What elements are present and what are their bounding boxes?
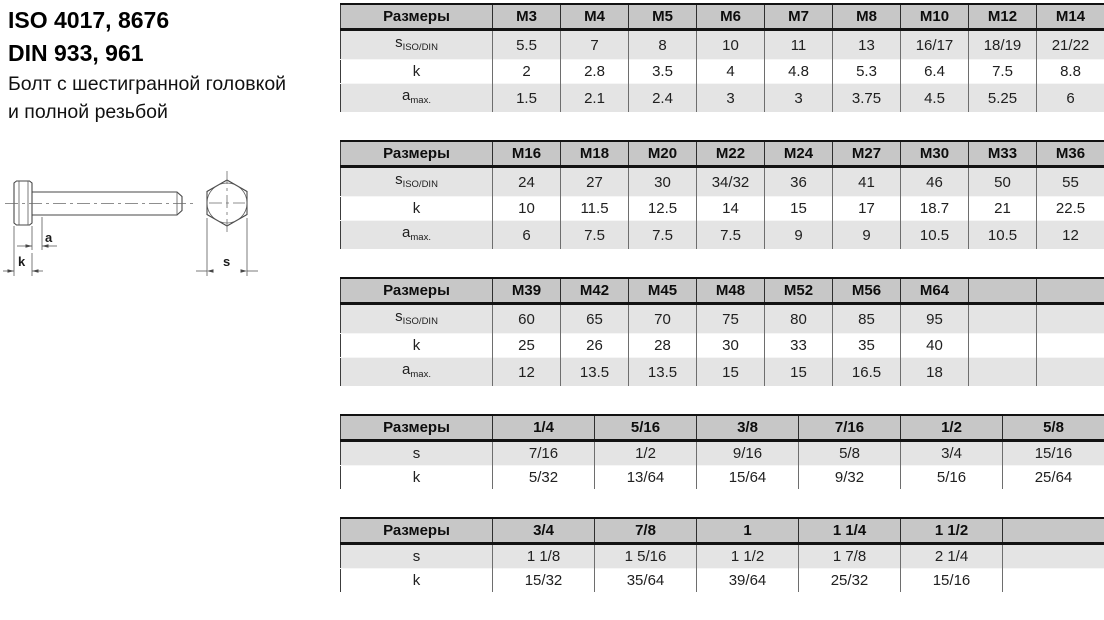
value-cell: 18 — [901, 358, 969, 387]
table-row — [341, 466, 1104, 490]
dimension-table-3 — [340, 277, 1104, 386]
dimension-symbol: k — [413, 200, 421, 217]
column-header: 3/8 — [697, 415, 799, 441]
table-row — [341, 569, 1104, 593]
row-label-a — [341, 84, 493, 113]
value-cell: 75 — [697, 304, 765, 334]
column-header: M7 — [765, 4, 833, 30]
column-header: M10 — [901, 4, 969, 30]
column-header: M36 — [1037, 141, 1104, 167]
value-cell: 1 5/16 — [595, 544, 697, 569]
column-header: M64 — [901, 278, 969, 304]
value-cell: 13.5 — [561, 358, 629, 387]
value-cell: 3 — [765, 84, 833, 113]
bolt-side-view — [3, 181, 196, 276]
column-header: M33 — [969, 141, 1037, 167]
value-cell: 80 — [765, 304, 833, 334]
value-cell: 1/2 — [595, 441, 697, 466]
dimension-subscript: max. — [410, 232, 431, 243]
column-header: M14 — [1037, 4, 1104, 30]
row-label-k — [341, 569, 493, 593]
dimension-table-5 — [340, 517, 1104, 592]
value-cell: 41 — [833, 167, 901, 197]
table-corner-label: Размеры — [341, 141, 493, 167]
column-header: 1 1/4 — [799, 518, 901, 544]
value-cell: 5.3 — [833, 60, 901, 84]
value-cell: 10 — [493, 197, 561, 221]
value-cell: 33 — [765, 334, 833, 358]
value-cell: 4.8 — [765, 60, 833, 84]
value-cell: 7.5 — [629, 221, 697, 250]
value-cell: 12 — [493, 358, 561, 387]
dimension-subscript: ISO/DIN — [403, 316, 438, 327]
row-label-a — [341, 358, 493, 387]
table-corner-label: Размеры — [341, 518, 493, 544]
value-cell — [969, 358, 1037, 387]
value-cell: 14 — [697, 197, 765, 221]
value-cell: 40 — [901, 334, 969, 358]
column-header: M52 — [765, 278, 833, 304]
value-cell: 2.1 — [561, 84, 629, 113]
value-cell: 1 1/2 — [697, 544, 799, 569]
value-cell: 17 — [833, 197, 901, 221]
value-cell: 7.5 — [697, 221, 765, 250]
table-row — [341, 441, 1104, 466]
value-cell: 70 — [629, 304, 697, 334]
row-label-k — [341, 60, 493, 84]
column-header: M22 — [697, 141, 765, 167]
value-cell: 2.8 — [561, 60, 629, 84]
value-cell: 95 — [901, 304, 969, 334]
dimension-table-2 — [340, 140, 1104, 249]
table-row — [341, 60, 1104, 84]
value-cell: 5/32 — [493, 466, 595, 490]
description-line-1: Болт с шестигранной головкой — [8, 70, 286, 98]
table-row — [341, 84, 1104, 113]
column-header: M18 — [561, 141, 629, 167]
value-cell: 65 — [561, 304, 629, 334]
value-cell: 15/32 — [493, 569, 595, 593]
value-cell: 27 — [561, 167, 629, 197]
value-cell: 50 — [969, 167, 1037, 197]
table-row — [341, 544, 1104, 569]
value-cell: 6 — [1037, 84, 1104, 113]
standard-iso: ISO 4017, 8676 — [8, 4, 286, 37]
dimension-subscript: max. — [410, 369, 431, 380]
value-cell: 21 — [969, 197, 1037, 221]
row-label-s — [341, 304, 493, 334]
dimension-subscript: ISO/DIN — [403, 179, 438, 190]
value-cell: 6 — [493, 221, 561, 250]
value-cell: 3.5 — [629, 60, 697, 84]
column-header: M12 — [969, 4, 1037, 30]
value-cell: 4 — [697, 60, 765, 84]
value-cell: 2 — [493, 60, 561, 84]
value-cell: 9 — [765, 221, 833, 250]
column-header: M6 — [697, 4, 765, 30]
table-corner-label: Размеры — [341, 415, 493, 441]
value-cell: 25/32 — [799, 569, 901, 593]
value-cell — [969, 334, 1037, 358]
column-header: M5 — [629, 4, 697, 30]
column-header: 1 1/2 — [901, 518, 1003, 544]
value-cell: 24 — [493, 167, 561, 197]
value-cell: 60 — [493, 304, 561, 334]
value-cell: 5.25 — [969, 84, 1037, 113]
value-cell: 15/16 — [901, 569, 1003, 593]
value-cell: 9 — [833, 221, 901, 250]
value-cell: 10 — [697, 30, 765, 60]
dimension-symbol: a — [402, 361, 410, 378]
column-header: M56 — [833, 278, 901, 304]
row-label-k — [341, 334, 493, 358]
value-cell: 3 — [697, 84, 765, 113]
value-cell: 13.5 — [629, 358, 697, 387]
value-cell: 46 — [901, 167, 969, 197]
value-cell — [1003, 544, 1104, 569]
value-cell: 35 — [833, 334, 901, 358]
column-header: M8 — [833, 4, 901, 30]
column-header: 5/16 — [595, 415, 697, 441]
value-cell: 16.5 — [833, 358, 901, 387]
value-cell: 36 — [765, 167, 833, 197]
dimension-symbol: k — [413, 469, 421, 486]
row-label-k — [341, 466, 493, 490]
dimension-table-1 — [340, 3, 1104, 112]
value-cell: 25/64 — [1003, 466, 1104, 490]
table-row — [341, 334, 1104, 358]
value-cell: 15 — [765, 358, 833, 387]
value-cell: 7 — [561, 30, 629, 60]
value-cell: 7/16 — [493, 441, 595, 466]
column-header: 3/4 — [493, 518, 595, 544]
dimension-symbol: a — [402, 87, 410, 104]
value-cell: 28 — [629, 334, 697, 358]
value-cell: 3/4 — [901, 441, 1003, 466]
value-cell: 18.7 — [901, 197, 969, 221]
value-cell: 9/16 — [697, 441, 799, 466]
value-cell: 35/64 — [595, 569, 697, 593]
value-cell: 11 — [765, 30, 833, 60]
value-cell: 12 — [1037, 221, 1104, 250]
dim-label-k: k — [18, 254, 26, 269]
value-cell: 5/8 — [799, 441, 901, 466]
value-cell: 1 1/8 — [493, 544, 595, 569]
dimension-subscript: max. — [410, 95, 431, 106]
value-cell — [1003, 569, 1104, 593]
table-corner-label: Размеры — [341, 278, 493, 304]
value-cell: 15 — [697, 358, 765, 387]
value-cell: 10.5 — [901, 221, 969, 250]
table-row — [341, 167, 1104, 197]
column-header: 7/8 — [595, 518, 697, 544]
row-label-k — [341, 197, 493, 221]
value-cell: 9/32 — [799, 466, 901, 490]
dimension-table-4 — [340, 414, 1104, 489]
value-cell — [1037, 334, 1104, 358]
dimension-tables — [340, 3, 1104, 620]
value-cell: 7.5 — [969, 60, 1037, 84]
value-cell: 85 — [833, 304, 901, 334]
column-header: 1/4 — [493, 415, 595, 441]
value-cell: 18/19 — [969, 30, 1037, 60]
value-cell: 13/64 — [595, 466, 697, 490]
column-header: 1 — [697, 518, 799, 544]
column-header: M4 — [561, 4, 629, 30]
value-cell: 15/64 — [697, 466, 799, 490]
value-cell: 55 — [1037, 167, 1104, 197]
value-cell: 13 — [833, 30, 901, 60]
column-header: M16 — [493, 141, 561, 167]
value-cell: 2.4 — [629, 84, 697, 113]
value-cell: 4.5 — [901, 84, 969, 113]
column-header — [1037, 278, 1104, 304]
row-label-s — [341, 544, 493, 569]
table-row — [341, 30, 1104, 60]
row-label-s — [341, 441, 493, 466]
column-header — [969, 278, 1037, 304]
value-cell: 8 — [629, 30, 697, 60]
dimension-subscript: ISO/DIN — [403, 42, 438, 53]
value-cell: 5/16 — [901, 466, 1003, 490]
column-header: 1/2 — [901, 415, 1003, 441]
column-header: M3 — [493, 4, 561, 30]
value-cell: 15 — [765, 197, 833, 221]
dimension-symbol: s — [395, 34, 403, 51]
column-header: 7/16 — [799, 415, 901, 441]
value-cell: 25 — [493, 334, 561, 358]
dimension-symbol: k — [413, 572, 421, 589]
column-header: M45 — [629, 278, 697, 304]
value-cell: 5.5 — [493, 30, 561, 60]
bolt-diagram — [0, 166, 290, 301]
value-cell: 15/16 — [1003, 441, 1104, 466]
value-cell — [1037, 358, 1104, 387]
column-header: M39 — [493, 278, 561, 304]
value-cell: 7.5 — [561, 221, 629, 250]
dimension-symbol: s — [395, 171, 403, 188]
column-header — [1003, 518, 1104, 544]
row-label-a — [341, 221, 493, 250]
row-label-s — [341, 167, 493, 197]
column-header: M27 — [833, 141, 901, 167]
value-cell: 1 7/8 — [799, 544, 901, 569]
row-label-s — [341, 30, 493, 60]
dimension-symbol: s — [413, 548, 421, 565]
dimension-symbol: s — [413, 445, 421, 462]
table-row — [341, 358, 1104, 387]
dimension-symbol: a — [402, 224, 410, 241]
value-cell: 3.75 — [833, 84, 901, 113]
value-cell — [969, 304, 1037, 334]
title-block — [8, 4, 286, 126]
value-cell — [1037, 304, 1104, 334]
value-cell: 8.8 — [1037, 60, 1104, 84]
table-row — [341, 197, 1104, 221]
column-header: M48 — [697, 278, 765, 304]
value-cell: 16/17 — [901, 30, 969, 60]
standard-din: DIN 933, 961 — [8, 37, 286, 70]
column-header: M20 — [629, 141, 697, 167]
value-cell: 21/22 — [1037, 30, 1104, 60]
value-cell: 10.5 — [969, 221, 1037, 250]
column-header: M42 — [561, 278, 629, 304]
value-cell: 39/64 — [697, 569, 799, 593]
value-cell: 6.4 — [901, 60, 969, 84]
dimension-symbol: k — [413, 337, 421, 354]
dim-label-a: a — [45, 230, 53, 245]
value-cell: 30 — [697, 334, 765, 358]
value-cell: 2 1/4 — [901, 544, 1003, 569]
value-cell: 22.5 — [1037, 197, 1104, 221]
value-cell: 26 — [561, 334, 629, 358]
table-corner-label: Размеры — [341, 4, 493, 30]
dimension-symbol: s — [395, 308, 403, 325]
column-header: 5/8 — [1003, 415, 1104, 441]
column-header: M24 — [765, 141, 833, 167]
dimension-symbol: k — [413, 63, 421, 80]
value-cell: 34/32 — [697, 167, 765, 197]
description-line-2: и полной резьбой — [8, 98, 286, 126]
value-cell: 30 — [629, 167, 697, 197]
table-row — [341, 304, 1104, 334]
column-header: M30 — [901, 141, 969, 167]
bolt-hex-view — [196, 171, 258, 276]
value-cell: 12.5 — [629, 197, 697, 221]
value-cell: 11.5 — [561, 197, 629, 221]
value-cell: 1.5 — [493, 84, 561, 113]
table-row — [341, 221, 1104, 250]
dim-label-s: s — [223, 254, 230, 269]
